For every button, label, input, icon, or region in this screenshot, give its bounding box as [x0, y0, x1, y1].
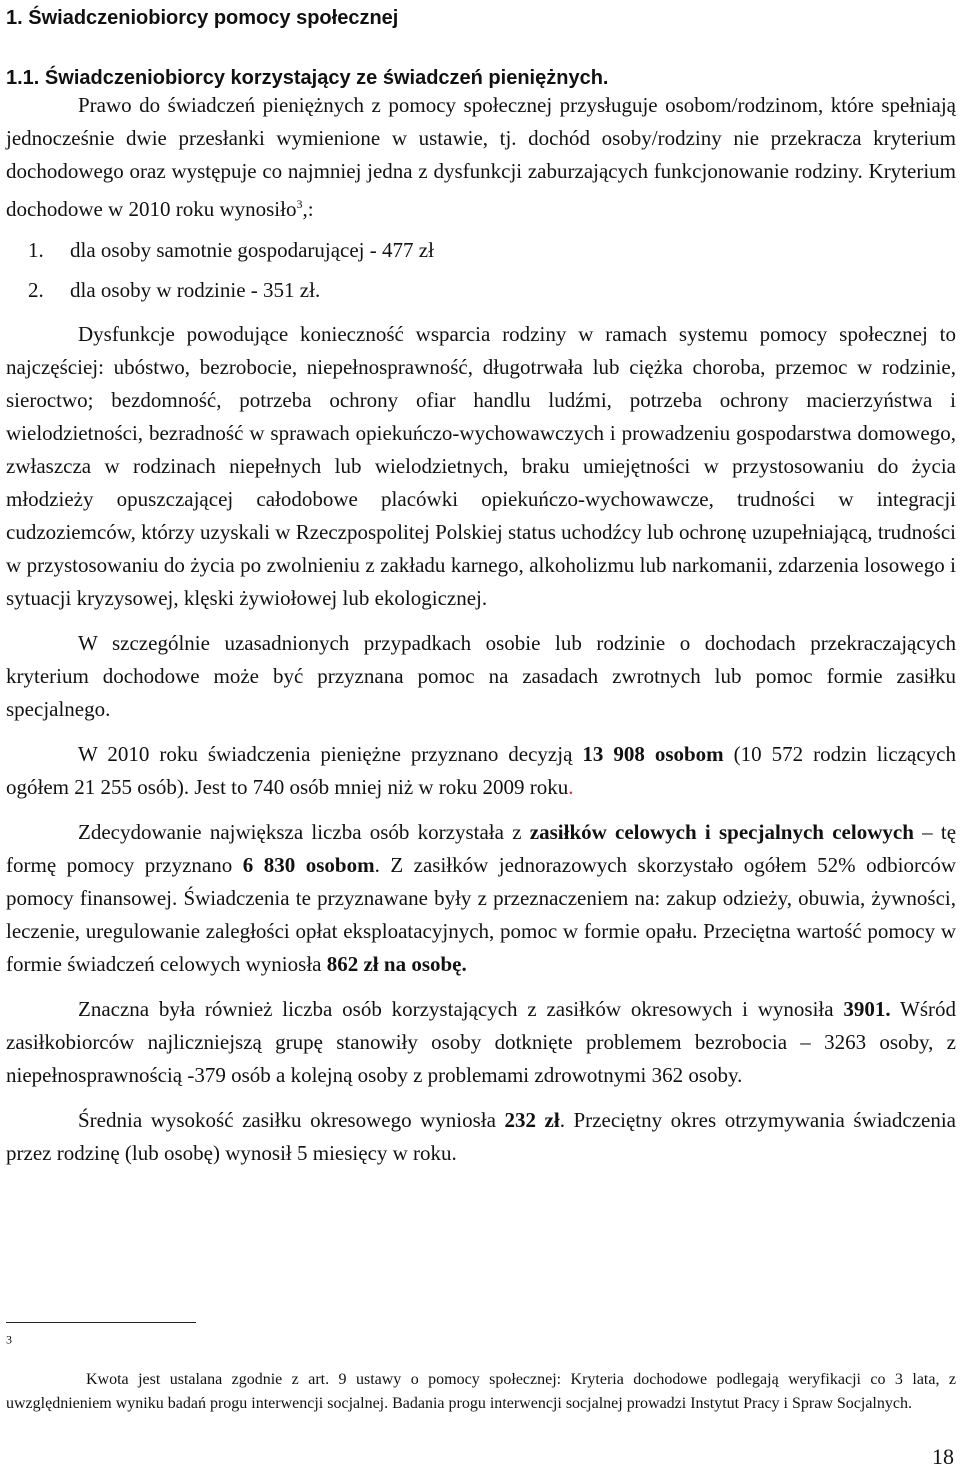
footnote-ref: 3: [296, 197, 303, 211]
paragraph-2010-decisions: W 2010 roku świadczenia pieniężne przyznano decyzją 13 908 osobom (10 572 rodzin liczących ogółem 21 255 osób). Jest to 740 osób mniej niż w roku 2009 roku.: [6, 742, 956, 799]
page-number: 18: [932, 1444, 954, 1469]
subsection-heading: 1.1. Świadczeniobiorcy korzystający ze świadczeń pieniężnych.: [6, 67, 609, 89]
paragraph-periodic-allowances: Znaczna była również liczba osób korzystających z zasiłków okresowych i wynosiła 3901. Wśród zasiłkobiorców najliczniejszą grupę stanowiły osoby dotknięte problemem bezrobocia – 3263 osoby, z niepełnosprawnością -379 osób a kolejną osoby z problemami zdrowotnymi 362 osoby.: [6, 997, 956, 1087]
footnote-separator: [6, 1322, 196, 1323]
paragraph-average-allowance: Średnia wysokość zasiłku okresowego wyniosła 232 zł. Przeciętny okres otrzymywania świadczenia przez rodzinę (lub osobę) wynosił 5 miesięcy w roku.: [6, 1108, 956, 1165]
section-heading: 1. Świadczeniobiorcy pomocy społecznej: [6, 7, 399, 29]
footnote-mark: 3: [6, 1332, 12, 1347]
list-item: 2. dla osoby w rodzinie - 351 zł.: [28, 278, 321, 302]
income-criteria-list: [6, 230, 956, 310]
paragraph-targeted-allowances: Zdecydowanie największa liczba osób korzystała z zasiłków celowych i specjalnych celowych – tę formę pomocy przyznano 6 830 osobom. Z zasiłków jednorazowych skorzystało ogółem 52% odbiorców pomocy finansowej. Świadczenia te przyznawane były z przeznaczeniem na: zakup odzieży, obuwia, żywności, leczenie, uregulowanie zaległości opłat eksploatacyjnych, pomoc w formie opału. Przeciętna wartość pomocy w formie świadczeń celowych wyniosła 862 zł na osobę.: [6, 820, 957, 976]
list-item: 1. dla osoby samotnie gospodarującej - 477 zł: [28, 238, 434, 262]
footnote: [6, 1334, 956, 1416]
paragraph-dysfunctions: Dysfunkcje powodujące konieczność wsparcia rodziny w ramach systemu pomocy społecznej to najczęściej: ubóstwo, bezrobocie, niepełnosprawność, długotrwała lub ciężka choroba, przemoc w rodzinie, sieroctwo; bezdomność, potrzeba ochrony ofiar handlu ludźmi, potrzeba ochrony macierzyństwa i wielodzietności, bezradność w sprawach opiekuńczo-wychowawczych i prowadzeniu gospodarstwa domowego, zwłaszcza w rodzinach niepełnych lub wielodzietnych, braku umiejętności w przystosowaniu do życia młodzieży opuszczającej całodobowe placówki opiekuńczo-wychowawcze, trudności w integracji cudzoziemców, którzy uzyskali w Rzeczpospolitej Polskiej status uchodźcy lub ochronę uzupełniającą, trudności w przystosowaniu do życia po zwolnieniu z zakładu karnego, alkoholizmu lub narkomanii, zdarzenia losowego i sytuacji kryzysowej, klęski żywiołowej lub ekologicznej.: [6, 322, 956, 610]
paragraph-eligibility: Prawo do świadczeń pieniężnych z pomocy społecznej przysługuje osobom/rodzinom, które spełniają jednocześnie dwie przesłanki wymienione w ustawie, tj. dochód osoby/rodziny nie przekracza kryterium dochodowego oraz występuje co najmniej jedna z dysfunkcji zaburzających funkcjonowanie rodziny. Kryterium dochodowe w 2010 roku wynosiło$^3$,:: [6, 93, 956, 221]
paragraph-special-cases: W szczególnie uzasadnionych przypadkach osobie lub rodzinie o dochodach przekraczających kryterium dochodowe może być przyznana pomoc na zasadach zwrotnych lub pomoc formie zasiłku specjalnego.: [6, 631, 956, 721]
footnote-text: Kwota jest ustalana zgodnie z art. 9 ustawy o pomocy społecznej: Kryteria dochodowe podlegają weryfikacji co 3 lata, z uwzględnieniem wyniku badań progu interwencji socjalnej. Badania progu interwencji socjalnej prowadzi Instytut Pracy i Spraw Socjalnych.: [6, 1371, 956, 1412]
